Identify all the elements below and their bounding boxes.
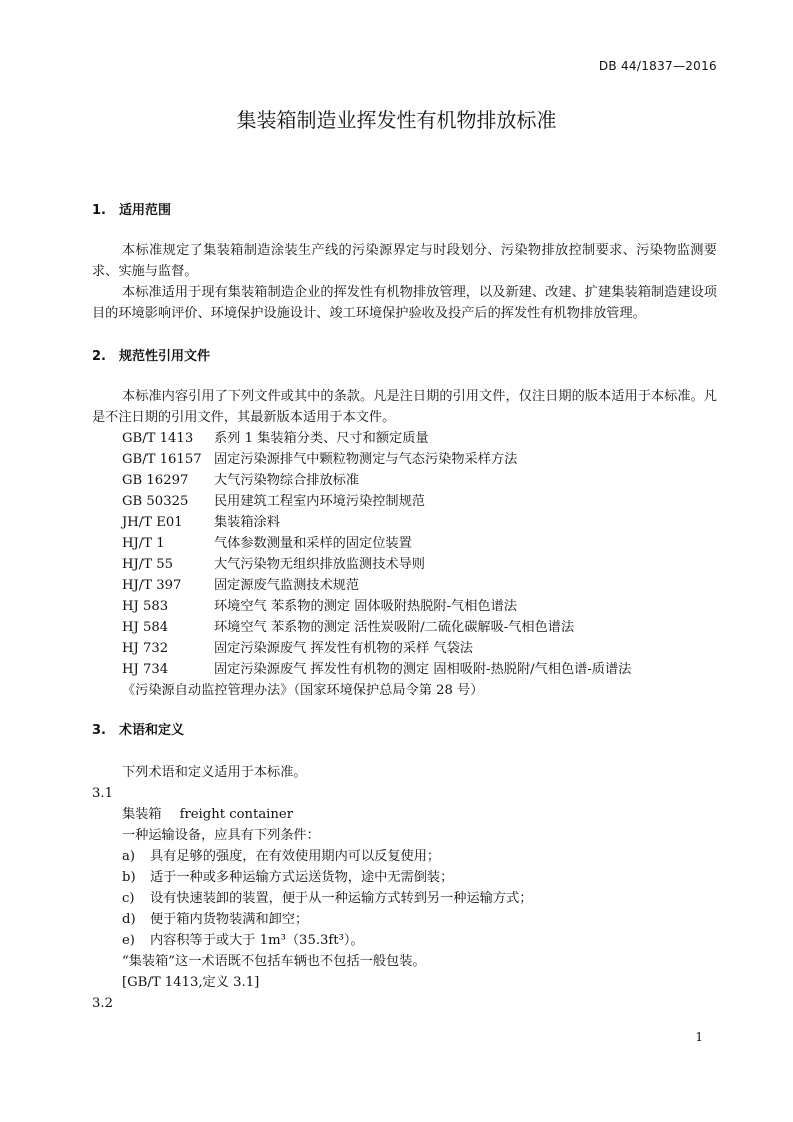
section-number: 2. xyxy=(92,349,106,364)
term-number: 3.2 xyxy=(92,996,113,1011)
reference-title: 系列 1 集装箱分类、尺寸和额定质量 xyxy=(214,431,429,446)
section-title: 适用范围 xyxy=(119,203,172,218)
condition-text: 内容积等于或大于 1m³（35.3ft³）。 xyxy=(150,933,364,948)
paragraph: 本标准内容引用了下列文件或其中的条款。凡是注日期的引用文件，仅注日期的版本适用于本标准。凡是不注日期的引用文件，其最新版本适用于本文件。 xyxy=(92,389,717,425)
reference-item xyxy=(92,449,717,470)
section-number: 3. xyxy=(92,723,106,738)
reference-code: GB/T 1413 xyxy=(122,431,194,446)
reference-item xyxy=(92,533,717,554)
condition-text: 设有快速装卸的装置，便于从一种运输方式转到另一种运输方式； xyxy=(150,891,533,906)
reference-item xyxy=(92,659,717,680)
reference-item-regulation: 《污染源自动监控管理办法》（国家环境保护总局令第 28 号） xyxy=(122,683,484,698)
document-title: 集装箱制造业挥发性有机物排放标准 xyxy=(236,108,557,132)
section-3-body xyxy=(92,762,717,1014)
section-intro: 下列术语和定义适用于本标准。 xyxy=(122,765,307,780)
condition-text: 便于箱内货物装满和卸空； xyxy=(150,912,309,927)
condition-item xyxy=(92,846,717,867)
term-name-cn: 集装箱 xyxy=(122,807,162,822)
condition-text: 适于一种或多种运输方式运送货物，途中无需倒装； xyxy=(150,870,454,885)
paragraph: 本标准适用于现有集装箱制造企业的挥发性有机物排放管理，以及新建、改建、扩建集装箱制造建设项目的环境影响评价、环境保护设施设计、竣工环境保护验收及投产后的挥发性有机物排放管理。 xyxy=(92,285,717,321)
section-number: 1. xyxy=(92,203,106,218)
reference-title: 固定污染源废气 挥发性有机物的采样 气袋法 xyxy=(214,641,473,656)
reference-item xyxy=(92,512,717,533)
reference-code: HJ/T 55 xyxy=(122,557,173,572)
reference-code: HJ 583 xyxy=(122,599,169,614)
reference-item xyxy=(92,428,717,449)
condition-letter: d) xyxy=(122,912,136,927)
reference-code: HJ 732 xyxy=(122,641,169,656)
section-2-heading xyxy=(92,346,717,367)
condition-letter: e) xyxy=(122,933,135,948)
reference-item xyxy=(92,596,717,617)
reference-item xyxy=(92,491,717,512)
reference-code: HJ 734 xyxy=(122,662,169,677)
reference-item xyxy=(92,638,717,659)
reference-title: 气体参数测量和采样的固定位装置 xyxy=(214,536,412,551)
condition-letter: a) xyxy=(122,849,136,864)
section-2-body xyxy=(92,386,717,701)
section-1-body xyxy=(92,240,717,324)
reference-code: GB/T 16157 xyxy=(122,452,202,467)
section-3-heading xyxy=(92,720,717,741)
condition-text: 具有足够的强度，在有效使用期内可以反复使用； xyxy=(150,849,441,864)
reference-code: HJ 584 xyxy=(122,620,169,635)
term-note: “集装箱”这一术语既不包括车辆也不包括一般包装。 xyxy=(122,954,426,969)
reference-title: 大气污染物综合排放标准 xyxy=(214,473,360,488)
term-name-en: freight container xyxy=(179,807,293,822)
condition-letter: c) xyxy=(122,891,135,906)
condition-item xyxy=(92,867,717,888)
reference-title: 固定污染源排气中颗粒物测定与气态污染物采样方法 xyxy=(214,452,518,467)
term-heading xyxy=(92,804,717,825)
condition-item xyxy=(92,888,717,909)
condition-letter: b) xyxy=(122,870,136,885)
reference-item xyxy=(92,575,717,596)
reference-list xyxy=(92,428,717,701)
reference-title: 大气污染物无组织排放监测技术导则 xyxy=(214,557,425,572)
reference-code: HJ/T 397 xyxy=(122,578,182,593)
term-definition: 一种运输设备，应具有下列条件： xyxy=(122,828,320,843)
reference-code: HJ/T 1 xyxy=(122,536,165,551)
reference-item xyxy=(92,554,717,575)
paragraph: 本标准规定了集装箱制造涂装生产线的污染源界定与时段划分、污染物排放控制要求、污染物监测要求、实施与监督。 xyxy=(92,243,717,279)
condition-item xyxy=(92,930,717,951)
reference-code: JH/T E01 xyxy=(122,515,183,530)
reference-title: 集装箱涂料 xyxy=(214,515,280,530)
condition-item xyxy=(92,909,717,930)
section-title: 术语和定义 xyxy=(119,723,185,738)
reference-title: 固定源废气监测技术规范 xyxy=(214,578,360,593)
page-number: 1 xyxy=(695,1030,703,1044)
term-number: 3.1 xyxy=(92,786,113,801)
reference-item xyxy=(92,617,717,638)
term-source: [GB/T 1413,定义 3.1] xyxy=(122,975,260,990)
reference-title: 环境空气 苯系物的测定 活性炭吸附/二硫化碳解吸-气相色谱法 xyxy=(214,620,575,635)
reference-item xyxy=(92,470,717,491)
reference-title: 固定污染源废气 挥发性有机物的测定 固相吸附-热脱附/气相色谱-质谱法 xyxy=(214,662,632,677)
reference-title: 环境空气 苯系物的测定 固体吸附热脱附-气相色谱法 xyxy=(214,599,517,614)
reference-code: GB 16297 xyxy=(122,473,189,488)
reference-title: 民用建筑工程室内环境污染控制规范 xyxy=(214,494,425,509)
reference-code: GB 50325 xyxy=(122,494,189,509)
section-title: 规范性引用文件 xyxy=(119,349,211,364)
section-1-heading xyxy=(92,200,717,221)
standard-code: DB 44/1837—2016 xyxy=(598,59,717,73)
